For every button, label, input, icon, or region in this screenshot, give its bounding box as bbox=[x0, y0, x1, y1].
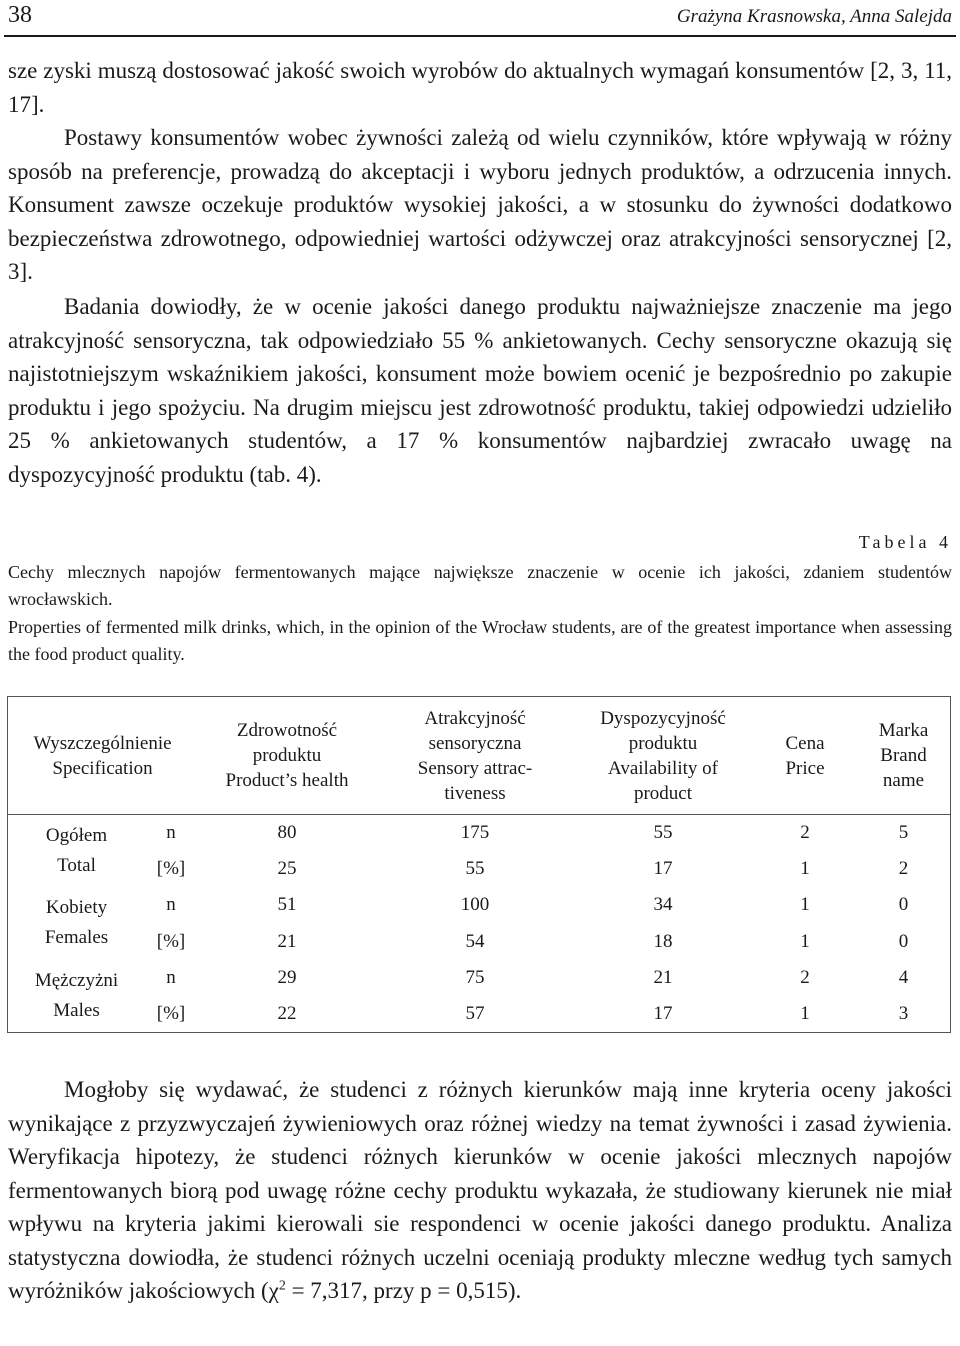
table-row bbox=[8, 815, 950, 852]
header-availability-line3: Availability of bbox=[608, 757, 718, 779]
unit-cell: [%] bbox=[156, 858, 186, 880]
value-cell: 17 bbox=[653, 858, 673, 880]
group-label-en: Females bbox=[44, 927, 109, 949]
header-availability-line1: Dyspozycyjność bbox=[600, 707, 726, 729]
header-sensory-line2: sensoryczna bbox=[428, 732, 522, 754]
value-cell: 4 bbox=[898, 966, 909, 988]
value-cell: 0 bbox=[898, 930, 909, 952]
value-cell: 1 bbox=[800, 1002, 810, 1024]
unit-cell: n bbox=[166, 822, 176, 844]
value-cell: 80 bbox=[277, 822, 297, 844]
value-cell: 3 bbox=[898, 1002, 909, 1024]
running-header bbox=[8, 2, 952, 32]
value-cell: 0 bbox=[898, 894, 909, 916]
header-health-line1: Zdrowotność bbox=[236, 720, 338, 741]
paragraph-research: Badania dowiodły, że w ocenie jakości danego produktu najważniejsze znaczenie ma jego atrakcyjność sensoryczna, tak odpowiedziało 55 % ankietowanych. Cechy sensoryczne okazują się najistotniejszym wskaźnikiem jakości, konsument może bowiem ocenić je bezpośrednio po zakupie produktu i jego spożyciu. Na drugim miejscu jest zdrowotność produktu, takiej odpowiedzi udzieliło 25 % ankietowanych studentów, a 17 % konsumentów najbardziej zwracało uwagę na dyspozycyjność produktu (tab. 4). bbox=[8, 294, 952, 487]
value-cell: 29 bbox=[277, 966, 297, 988]
value-cell: 21 bbox=[653, 966, 673, 988]
header-price-line2: Price bbox=[785, 757, 825, 779]
table-row bbox=[8, 851, 950, 887]
paragraph-continued: sze zyski muszą dostosować jakość swoich wyrobów do aktualnych wymagań konsumentów [2, 3, 11, 17]. bbox=[8, 58, 952, 117]
value-cell: 34 bbox=[653, 894, 673, 916]
group-label-pl: Ogółem bbox=[45, 825, 108, 847]
table-caption-pl: Cechy mlecznych napojów fermentowanych mające największe znaczenie w ocenie ich jakości, zdaniem studentów wrocławskich. bbox=[8, 562, 952, 609]
value-cell: 18 bbox=[653, 930, 673, 952]
header-sensory-line4: tiveness bbox=[444, 782, 506, 804]
header-availability-line4: product bbox=[633, 782, 693, 804]
value-cell: 2 bbox=[800, 966, 810, 988]
value-cell: 175 bbox=[460, 822, 490, 844]
value-cell: 1 bbox=[800, 894, 810, 916]
header-sensory bbox=[377, 697, 573, 815]
value-cell: 51 bbox=[277, 894, 297, 916]
header-health bbox=[197, 697, 377, 815]
header-availability bbox=[573, 697, 753, 815]
value-cell: 55 bbox=[465, 858, 485, 880]
header-sensory-line1: Atrakcyjność bbox=[424, 707, 526, 729]
value-cell: 75 bbox=[465, 966, 485, 988]
table-row bbox=[8, 923, 950, 959]
unit-cell: n bbox=[166, 966, 176, 988]
header-specification bbox=[8, 697, 197, 815]
chi-symbol: χ bbox=[268, 1278, 279, 1303]
value-cell: 57 bbox=[465, 1002, 485, 1024]
value-cell: 5 bbox=[898, 822, 909, 844]
value-cell: 55 bbox=[653, 822, 673, 844]
group-label-en: Total bbox=[57, 855, 96, 877]
value-cell: 21 bbox=[277, 930, 297, 952]
value-cell: 22 bbox=[277, 1002, 297, 1024]
header-availability-line2: produktu bbox=[628, 732, 698, 754]
group-label-pl: Mężczyżni bbox=[34, 969, 119, 991]
chi-result: = 7,317, przy p = 0,515). bbox=[285, 1278, 522, 1303]
table-number-label: Tabela 4 bbox=[858, 532, 952, 552]
running-header-authors: Grażyna Krasnowska, Anna Salejda bbox=[676, 6, 952, 27]
page-number: 38 bbox=[8, 2, 32, 28]
table-row bbox=[8, 960, 950, 996]
header-brand-line2: Brand bbox=[880, 745, 927, 766]
header-spec-en: Specification bbox=[52, 757, 153, 779]
header-spec-pl: Wyszczególnienie bbox=[33, 732, 172, 754]
paragraph-attitudes: Postawy konsumentów wobec żywności zależą od wielu czynników, które wpływają w różny sposób na preferencje, prowadzą do akceptacji i wyboru jednych produktów, a odrzucenia innych. Konsument zawsze oczekuje produktów wysokiej jakości, a w stosunku do żywności dodatkowo bezpieczeństwa zdrowotnego, odpowiedniej wartości odżywczej oraz atrakcyjności sensorycznej [2, 3]. bbox=[8, 125, 952, 284]
unit-cell: n bbox=[166, 894, 176, 916]
header-divider bbox=[4, 35, 956, 37]
header-health-line3: Product’s health bbox=[225, 770, 349, 791]
table-row bbox=[8, 887, 950, 923]
paragraph-hypothesis bbox=[8, 1073, 952, 1308]
header-brand bbox=[857, 697, 950, 815]
value-cell: 25 bbox=[277, 858, 297, 880]
value-cell: 2 bbox=[800, 822, 810, 844]
value-cell: 17 bbox=[653, 1002, 673, 1024]
chi-exponent: 2 bbox=[278, 1278, 286, 1294]
header-sensory-line3: Sensory attrac- bbox=[417, 757, 533, 779]
table-caption-en: Properties of fermented milk drinks, which, in the opinion of the Wrocław students, are of the greatest importance when assessing the food product quality. bbox=[8, 617, 952, 664]
value-cell: 54 bbox=[465, 930, 485, 952]
header-price bbox=[753, 697, 857, 815]
group-label-pl: Kobiety bbox=[45, 897, 108, 919]
group-label-total bbox=[8, 815, 145, 888]
value-cell: 100 bbox=[460, 894, 490, 916]
header-price-line1: Cena bbox=[785, 732, 825, 754]
header-brand-line3: name bbox=[882, 770, 925, 791]
table-row bbox=[8, 996, 950, 1032]
group-label-females bbox=[8, 887, 145, 959]
unit-cell: [%] bbox=[156, 930, 186, 952]
header-health-line2: produktu bbox=[252, 745, 322, 766]
quality-features-table bbox=[8, 697, 950, 1032]
header-brand-line1: Marka bbox=[878, 720, 929, 741]
paragraph-hypothesis-text: Mogłoby się wydawać, że studenci z różnych kierunków mają inne kryteria oceny jakości wynikające z przyzwyczajeń żywieniowych oraz różnej wiedzy na temat żywności i zasad żywienia. Weryfikacja hipotezy, że studenci różnych kierunków w ocenie jakości mlecznych napojów fermentowanych biorą pod uwagę różne cechy produktu wykazała, że studiowany kierunek nie miał wpływu na kryteria jakimi kierowali sie respondenci w ocenie jakości danego produktu. Analiza statystyczna dowiodła, że studenci różnych uczelni oceniają produkty mleczne według tych samych wyróżników jakościowych ( bbox=[8, 1077, 952, 1303]
value-cell: 2 bbox=[898, 858, 909, 880]
value-cell: 1 bbox=[800, 858, 810, 880]
header-specification-box bbox=[8, 731, 197, 781]
group-label-en: Males bbox=[53, 999, 100, 1021]
table-header-row bbox=[8, 697, 950, 815]
value-cell: 1 bbox=[800, 930, 810, 952]
unit-cell: [%] bbox=[156, 1002, 186, 1024]
group-label-males bbox=[8, 960, 145, 1032]
